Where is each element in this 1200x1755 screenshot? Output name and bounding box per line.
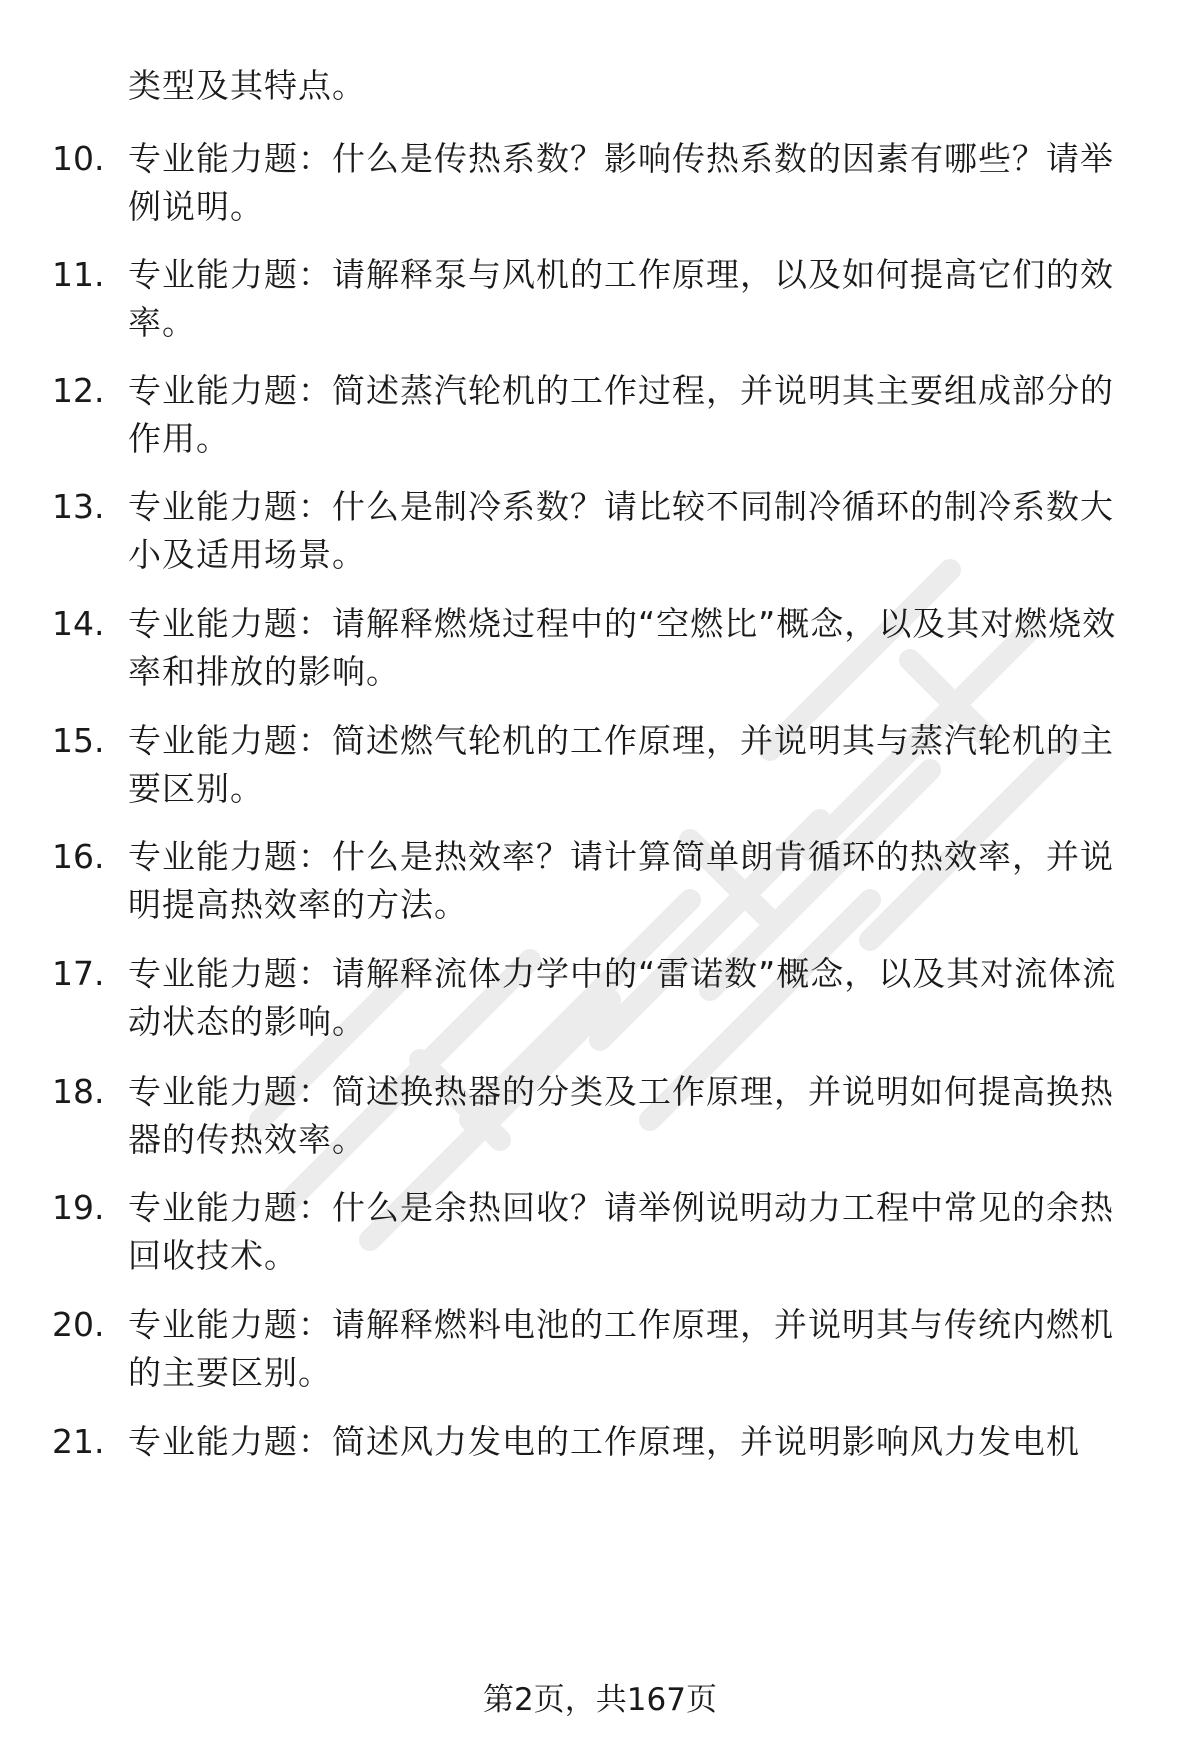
question-number: 21. bbox=[52, 1422, 105, 1461]
question-text: 专业能力题：简述蒸汽轮机的工作过程，并说明其主要组成部分的作用。 bbox=[128, 371, 1114, 458]
question-number: 14. bbox=[52, 604, 105, 643]
question-number: 13. bbox=[52, 487, 105, 526]
question-text: 专业能力题：什么是传热系数？影响传热系数的因素有哪些？请举例说明。 bbox=[128, 139, 1114, 226]
question-text: 专业能力题：请解释泵与风机的工作原理，以及如何提高它们的效率。 bbox=[128, 255, 1114, 342]
question-number: 12. bbox=[52, 371, 105, 410]
question-text: 专业能力题：什么是余热回收？请举例说明动力工程中常见的余热回收技术。 bbox=[128, 1188, 1114, 1275]
page-footer: 第2页，共167页 bbox=[483, 1682, 717, 1718]
question-text: 专业能力题：什么是制冷系数？请比较不同制冷循环的制冷系数大小及适用场景。 bbox=[128, 487, 1114, 574]
question-number: 16. bbox=[52, 837, 105, 876]
question-text: 专业能力题：请解释燃料电池的工作原理，并说明其与传统内燃机的主要区别。 bbox=[128, 1305, 1114, 1392]
question-text: 专业能力题：简述风力发电的工作原理，并说明影响风力发电机 bbox=[128, 1422, 1080, 1461]
question-number: 20. bbox=[52, 1305, 105, 1344]
question-text: 专业能力题：简述燃气轮机的工作原理，并说明其与蒸汽轮机的主要区别。 bbox=[128, 721, 1114, 808]
question-number: 15. bbox=[52, 721, 105, 760]
question-number: 18. bbox=[52, 1072, 105, 1111]
question-text: 专业能力题：简述换热器的分类及工作原理，并说明如何提高换热器的传热效率。 bbox=[128, 1072, 1114, 1159]
question-number: 11. bbox=[52, 255, 105, 294]
question-text: 专业能力题：什么是热效率？请计算简单朗肯循环的热效率，并说明提高热效率的方法。 bbox=[128, 837, 1114, 924]
question-number: 17. bbox=[52, 954, 105, 993]
question-number: 19. bbox=[52, 1188, 105, 1227]
question-text: 专业能力题：请解释流体力学中的“雷诺数”概念，以及其对流体流动状态的影响。 bbox=[128, 954, 1117, 1041]
continuation-text: 类型及其特点。 bbox=[128, 66, 366, 105]
question-number: 10. bbox=[52, 139, 105, 178]
question-text: 专业能力题：请解释燃烧过程中的“空燃比”概念，以及其对燃烧效率和排放的影响。 bbox=[128, 604, 1117, 691]
